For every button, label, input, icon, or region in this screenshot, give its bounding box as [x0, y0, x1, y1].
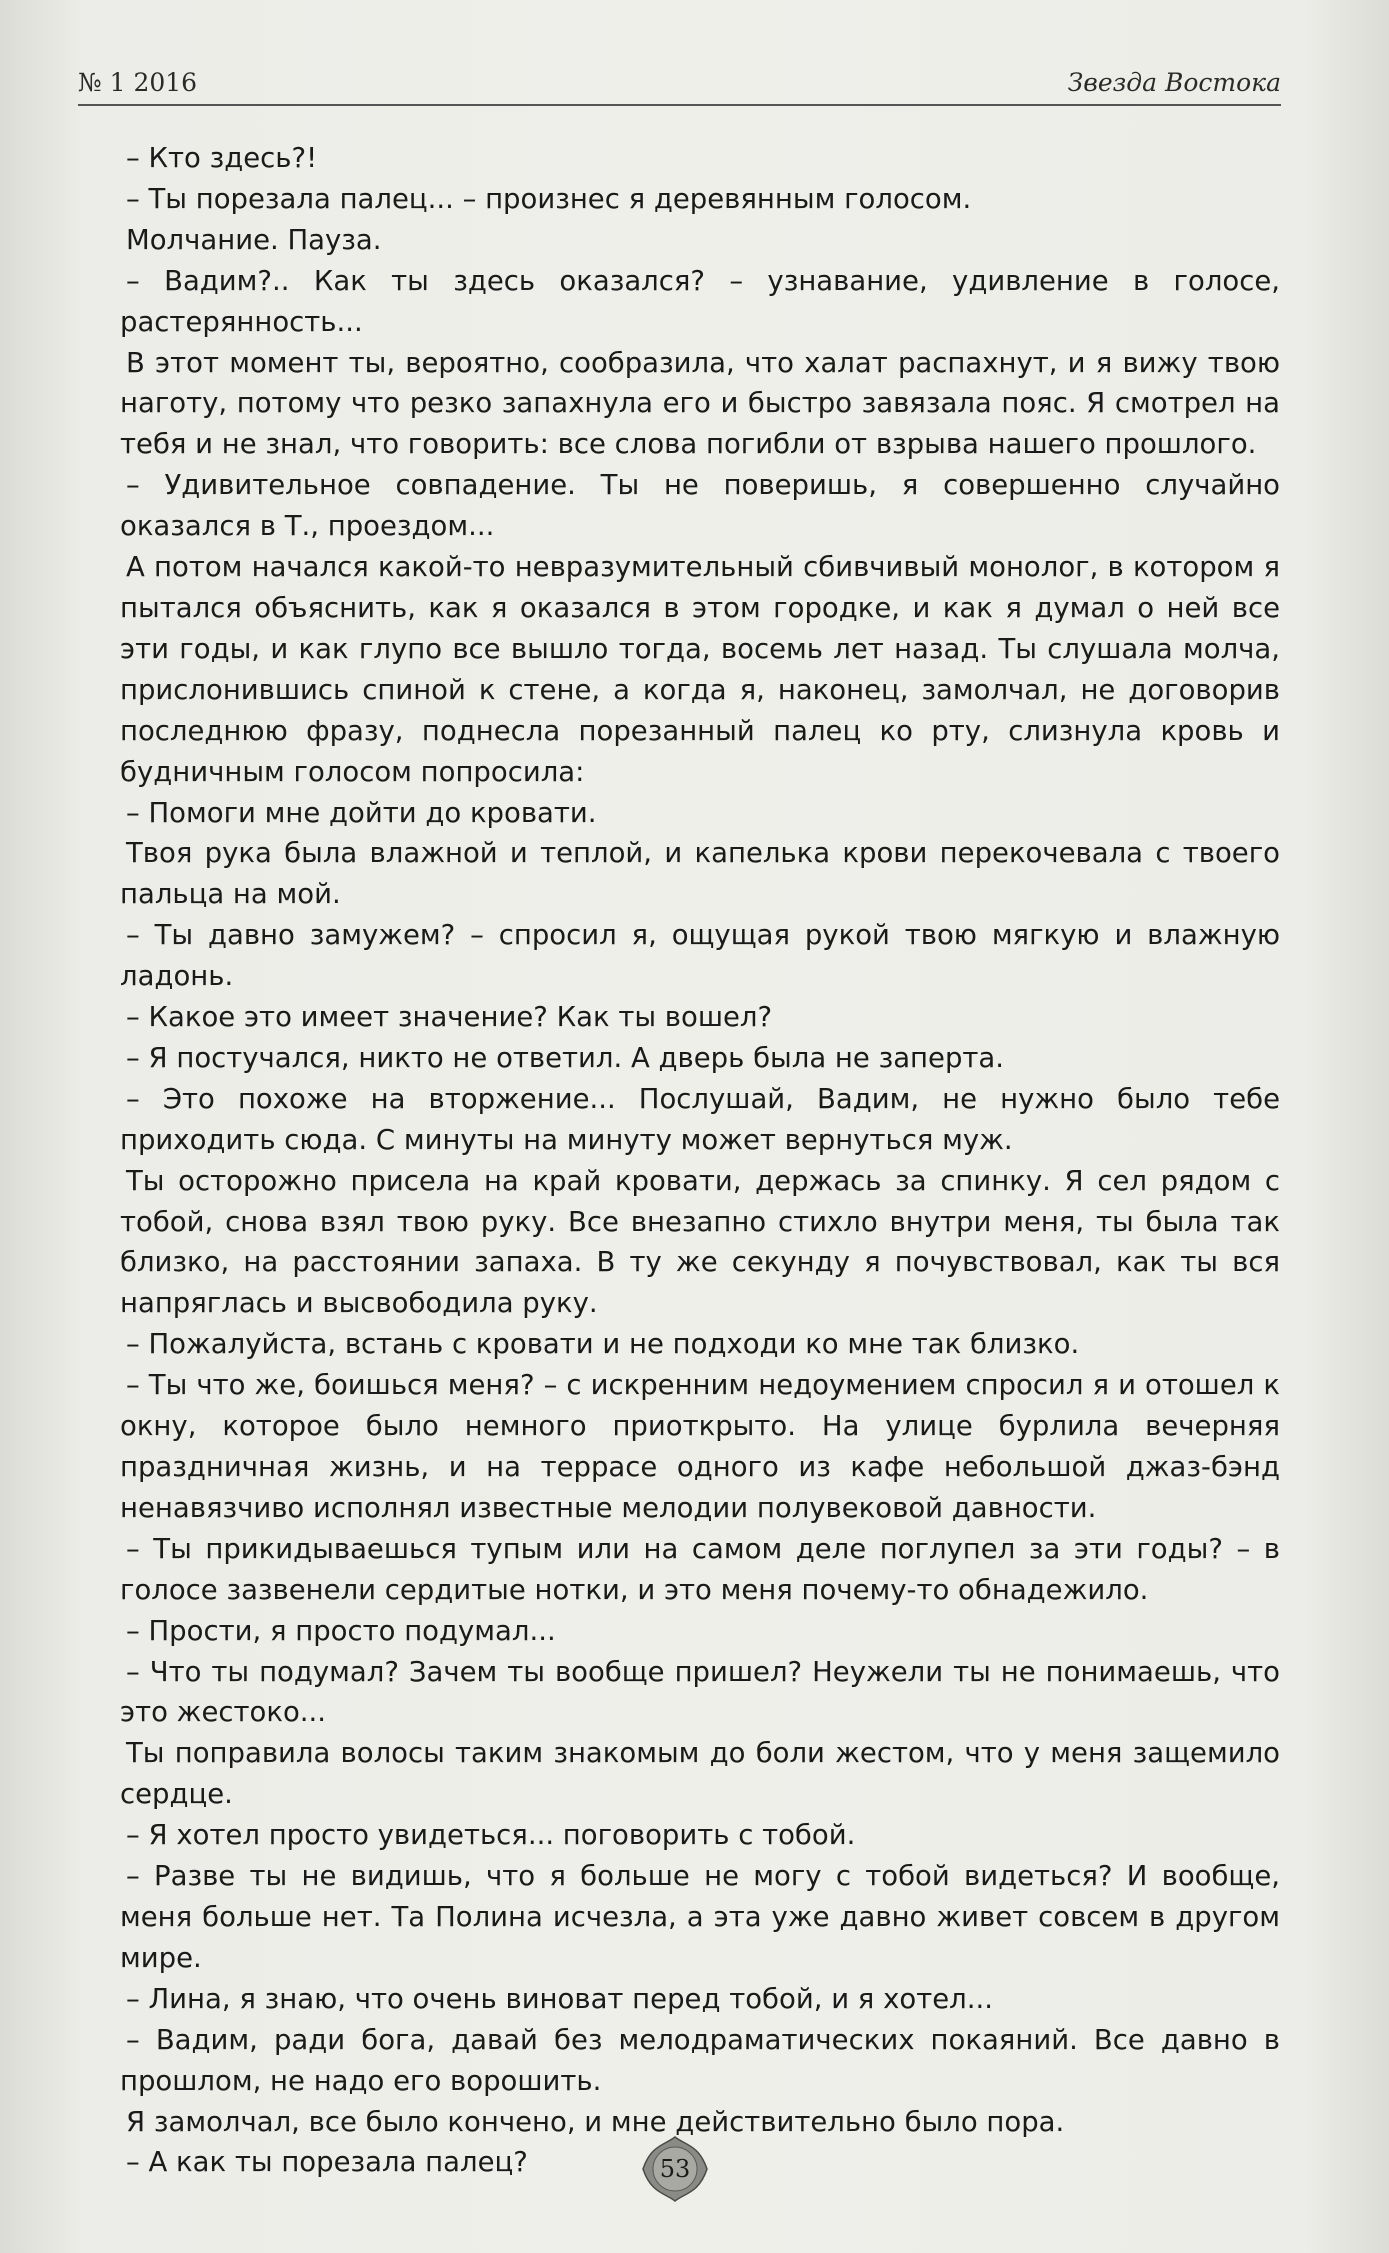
paragraph: Твоя рука была влажной и теплой, и капелька крови перекочевала с твоего пальца на мой.	[120, 837, 1280, 911]
page-footer	[0, 2135, 1389, 2205]
paragraph: – Вадим?.. Как ты здесь оказался? – узнавание, удивление в голосе, растерянность...	[120, 264, 1280, 338]
paragraph: – Какое это имеет значение? Как ты вошел?	[126, 1001, 773, 1034]
paragraph: – Это похоже на вторжение... Послушай, Вадим, не нужно было тебе приходить сюда. С минуты на минуту может вернуться муж.	[120, 1082, 1280, 1156]
paragraph: – Помоги мне дойти до кровати.	[126, 796, 597, 829]
paragraph: Ты поправила волосы таким знакомым до боли жестом, что у меня защемило сердце.	[120, 1737, 1280, 1811]
story-text	[120, 138, 1280, 2183]
paragraph: – Я хотел просто увидеться... поговорить с тобой.	[126, 1819, 856, 1852]
paragraph: – Ты прикидываешься тупым или на самом деле поглупел за эти годы? – в голосе зазвенели сердитые нотки, и это меня почему-то обнадежило.	[120, 1532, 1280, 1606]
paragraph: – Пожалуйста, встань с кровати и не подходи ко мне так близко.	[126, 1328, 1080, 1361]
paragraph: – Удивительное совпадение. Ты не поверишь, я совершенно случайно оказался в Т., проездом...	[120, 469, 1280, 543]
paragraph: – Вадим, ради бога, давай без мелодраматических покаяний. Все давно в прошлом, не надо его ворошить.	[120, 2023, 1280, 2097]
journal-title: Звезда Востока	[1067, 68, 1281, 97]
paragraph: – А как ты порезала палец?	[126, 2146, 528, 2179]
issue-label: № 1 2016	[78, 68, 198, 97]
paragraph: А потом начался какой-то невразумительный сбивчивый монолог, в котором я пытался объяснить, как я оказался в этом городке, и как я думал о ней все эти годы, и как глупо все вышло тогда, восемь лет назад. Ты слушала молча, прислонившись спиной к стене, а когда я, наконец, замолчал, не договорив последнюю фразу, поднесла порезанный палец ко рту, слизнула кровь и будничным голосом попросила:	[120, 551, 1280, 788]
header-divider	[78, 104, 1281, 106]
paragraph: – Кто здесь?!	[126, 142, 318, 174]
paragraph: Молчание. Пауза.	[126, 223, 382, 256]
paragraph: – Ты что же, боишься меня? – с искренним недоумением спросил я и отошел к окну, которое было немного приоткрыто. На улице бурлила вечерняя праздничная жизнь, и на террасе одного из кафе небольшой джаз-бэнд ненавязчиво исполнял известные мелодии полувековой давности.	[120, 1369, 1280, 1524]
paragraph: – Прости, я просто подумал...	[126, 1614, 556, 1647]
paragraph: Я замолчал, все было кончено, и мне действительно было пора.	[126, 2105, 1065, 2138]
paragraph: Ты осторожно присела на край кровати, держась за спинку. Я сел рядом с тобой, снова взял твою руку. Все внезапно стихло внутри меня, ты была так близко, на расстоянии запаха. В ту же секунду я почувствовал, как ты вся напряглась и высвободила руку.	[120, 1164, 1280, 1320]
paragraph: – Что ты подумал? Зачем ты вообще пришел? Неужели ты не понимаешь, что это жестоко...	[120, 1655, 1280, 1729]
running-header	[78, 62, 1281, 102]
paragraph: – Лина, я знаю, что очень виноват перед тобой, и я хотел...	[126, 1982, 993, 2015]
page-number: 53	[659, 2155, 691, 2183]
paragraph: – Я постучался, никто не ответил. А дверь была не заперта.	[126, 1041, 1005, 1074]
page-number-badge	[641, 2135, 709, 2203]
paragraph: – Ты порезала палец... – произнес я деревянным голосом.	[126, 182, 972, 215]
paragraph: В этот момент ты, вероятно, сообразила, что халат распахнут, и я вижу твою наготу, потому что резко запахнула его и быстро завязала пояс. Я смотрел на тебя и не знал, что говорить: все слова погибли от взрыва нашего прошлого.	[120, 346, 1280, 461]
paragraph: – Разве ты не видишь, что я больше не могу с тобой видеться? И вообще, меня больше нет. Та Полина исчезла, а эта уже давно живет совсем в другом мире.	[120, 1860, 1280, 1974]
paragraph: – Ты давно замужем? – спросил я, ощущая рукой твою мягкую и влажную ладонь.	[120, 919, 1280, 993]
